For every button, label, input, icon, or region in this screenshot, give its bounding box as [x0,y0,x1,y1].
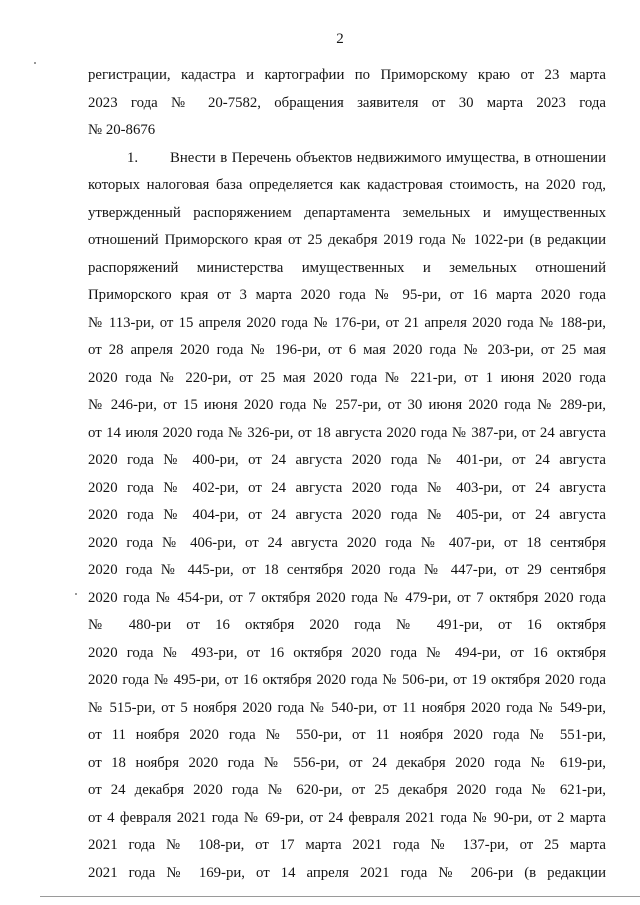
page-number: 2 [336,31,344,47]
text-line: отношений Приморского края от 25 декабря 2019 года № 1022-ри (в редакции [88,232,606,248]
text-line: утвержденный распоряжением департамента земельных и имущественных [88,204,606,221]
scan-speck [75,593,77,595]
text-line: 2020 года № 454-ри, от 7 октября 2020 года № 479-ри, от 7 октября 2020 года [88,589,606,606]
document-body [88,62,606,887]
text-line: от 18 ноября 2020 года № 556-ри, от 24 декабря 2020 года № 619-ри, [88,754,606,771]
footer-rule [40,896,640,897]
text-line: Приморского края от 3 марта 2020 года № 95-ри, от 16 марта 2020 года [88,287,606,303]
text-line: № 515-ри, от 5 ноября 2020 года № 540-ри, от 11 ноября 2020 года № 549-ри, [88,699,606,716]
text-line: № 480-ри от 16 октября 2020 года № 491-ри, от 16 октября [88,617,606,633]
text-line: 2020 года № 402-ри, от 24 августа 2020 года № 403-ри, от 24 августа [88,479,606,496]
text-line: от 24 декабря 2020 года № 620-ри, от 25 декабря 2020 года № 621-ри, [88,782,606,798]
text-line: 2020 года № 404-ри, от 24 августа 2020 года № 405-ри, от 24 августа [88,507,606,523]
text-line: 2020 года № 406-ри, от 24 августа 2020 года № 407-ри, от 18 сентября [88,534,606,551]
text-line: 2021 года № 169-ри, от 14 апреля 2021 года № 206-ри (в редакции [88,864,606,881]
text-line: № 113-ри, от 15 апреля 2020 года № 176-ри, от 21 апреля 2020 года № 188-ри, [88,314,606,331]
text-line: 2020 года № 495-ри, от 16 октября 2020 года № 506-ри, от 19 октября 2020 года [88,672,606,688]
text-line: от 4 февраля 2021 года № 69-ри, от 24 февраля 2021 года № 90-ри, от 2 марта [88,809,606,826]
text-line: 2023 года № 20-7582, обращения заявителя от 30 марта 2023 года [88,94,606,111]
text-line: 2021 года № 108-ри, от 17 марта 2021 года № 137-ри, от 25 марта [88,837,606,853]
paragraph-first-line: 1. Внести в Перечень объектов недвижимого имущества, в отношении [127,149,606,166]
text-line: № 246-ри, от 15 июня 2020 года № 257-ри, от 30 июня 2020 года № 289-ри, [88,397,606,413]
text-line: 2020 года № 220-ри, от 25 мая 2020 года № 221-ри, от 1 июня 2020 года [88,369,606,386]
text-line: регистрации, кадастра и картографии по Приморскому краю от 23 марта [88,67,606,83]
text-line: распоряжений министерства имущественных и земельных отношений [88,259,606,276]
text-line: от 11 ноября 2020 года № 550-ри, от 11 ноября 2020 года № 551-ри, [88,727,606,743]
text-line: № 20-8676 [88,122,156,138]
text-line: которых налоговая база определяется как кадастровая стоимость, на 2020 год, [88,177,606,193]
text-line: от 28 апреля 2020 года № 196-ри, от 6 мая 2020 года № 203-ри, от 25 мая [88,342,606,358]
text-line: 2020 года № 400-ри, от 24 августа 2020 года № 401-ри, от 24 августа [88,452,606,468]
text-line: 2020 года № 445-ри, от 18 сентября 2020 года № 447-ри, от 29 сентября [88,562,606,578]
text-line: от 14 июля 2020 года № 326-ри, от 18 августа 2020 года № 387-ри, от 24 августа [88,424,606,441]
scan-speck [34,62,36,64]
text-line: 2020 года № 493-ри, от 16 октября 2020 года № 494-ри, от 16 октября [88,644,606,661]
